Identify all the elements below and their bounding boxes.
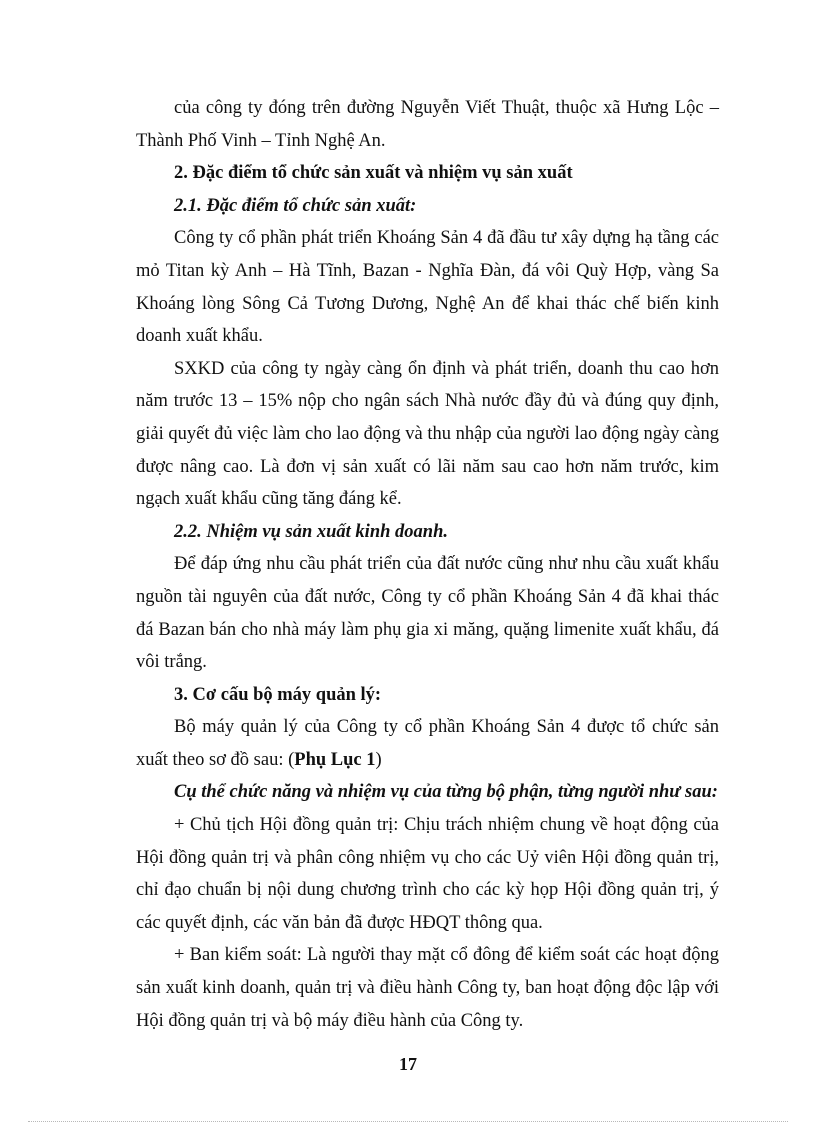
subsection-heading-2-2: 2.2. Nhiệm vụ sản xuất kinh doanh. [174,521,448,542]
paragraph-location: của công ty đóng trên đường Nguyễn Viết Thuật, thuộc xã Hưng Lộc – Thành Phố Vinh – Tỉnh Nghệ An. [136,98,719,151]
appendix-reference-close: ) [375,749,382,770]
paragraph-chairman: + Chủ tịch Hội đồng quản trị: Chịu trách nhiệm chung về hoạt động của Hội đồng quản trị và phân công nhiệm vụ cho các Uỷ viên Hội đồng quản trị, chỉ đạo chuẩn bị nội dung chương trình cho các kỳ họp Hội đồng quản trị, ý các quyết định, các văn bản đã được HĐQT thông qua. [136,815,719,933]
functions-heading: Cụ thể chức năng và nhiệm vụ của từng bộ phận, từng người như sau: [174,782,718,803]
paragraph-org-structure [136,711,719,776]
paragraph-production-tasks: Để đáp ứng nhu cầu phát triển của đất nước cũng như nhu cầu xuất khẩu nguồn tài nguyên của đất nước, Công ty cổ phần Khoáng Sản 4 đã khai thác đá Bazan bán cho nhà máy làm phụ gia xi măng, quặng limenite xuất khẩu, đá vôi trắng. [136,554,719,673]
appendix-reference: Phụ Lục 1 [294,749,376,770]
section-heading-2: 2. Đặc điểm tổ chức sản xuất và nhiệm vụ sản xuất [174,163,573,184]
section-heading-3: 3. Cơ cấu bộ máy quản lý: [174,684,382,705]
paragraph-business-growth: SXKD của công ty ngày càng ổn định và phát triển, doanh thu cao hơn năm trước 13 – 15% nộp cho ngân sách Nhà nước đầy đủ và đúng quy định, giải quyết đủ việc làm cho lao động và thu nhập của người lao động ngày càng được nâng cao. Là đơn vị sản xuất có lãi năm sau cao hơn năm trước, kim ngạch xuất khẩu cũng tăng đáng kể. [136,358,719,510]
org-structure-text: Bộ máy quản lý của Công ty cổ phần Khoáng Sản 4 được tổ chức sản xuất theo sơ đồ sau: ( [136,717,719,770]
paragraph-infrastructure: Công ty cổ phần phát triển Khoáng Sản 4 đã đầu tư xây dựng hạ tầng các mỏ Titan kỳ Anh – Hà Tĩnh, Bazan - Nghĩa Đàn, đá vôi Quỳ Hợp, vàng Sa Khoáng lòng Sông Cả Tương Dương, Nghệ An để khai thác chế biến kinh doanh xuất khẩu. [136,228,719,347]
subsection-heading-2-1: 2.1. Đặc điểm tổ chức sản xuất: [174,195,417,216]
document-page [136,92,719,1037]
paragraph-supervisory-board: + Ban kiểm soát: Là người thay mặt cổ đông để kiểm soát các hoạt động sản xuất kinh doanh, quản trị và điều hành Công ty, ban hoạt động độc lập với Hội đồng quản trị và bộ máy điều hành của Công ty. [136,945,719,1031]
page-number: 17 [399,1054,417,1074]
footer-divider [28,1121,788,1122]
